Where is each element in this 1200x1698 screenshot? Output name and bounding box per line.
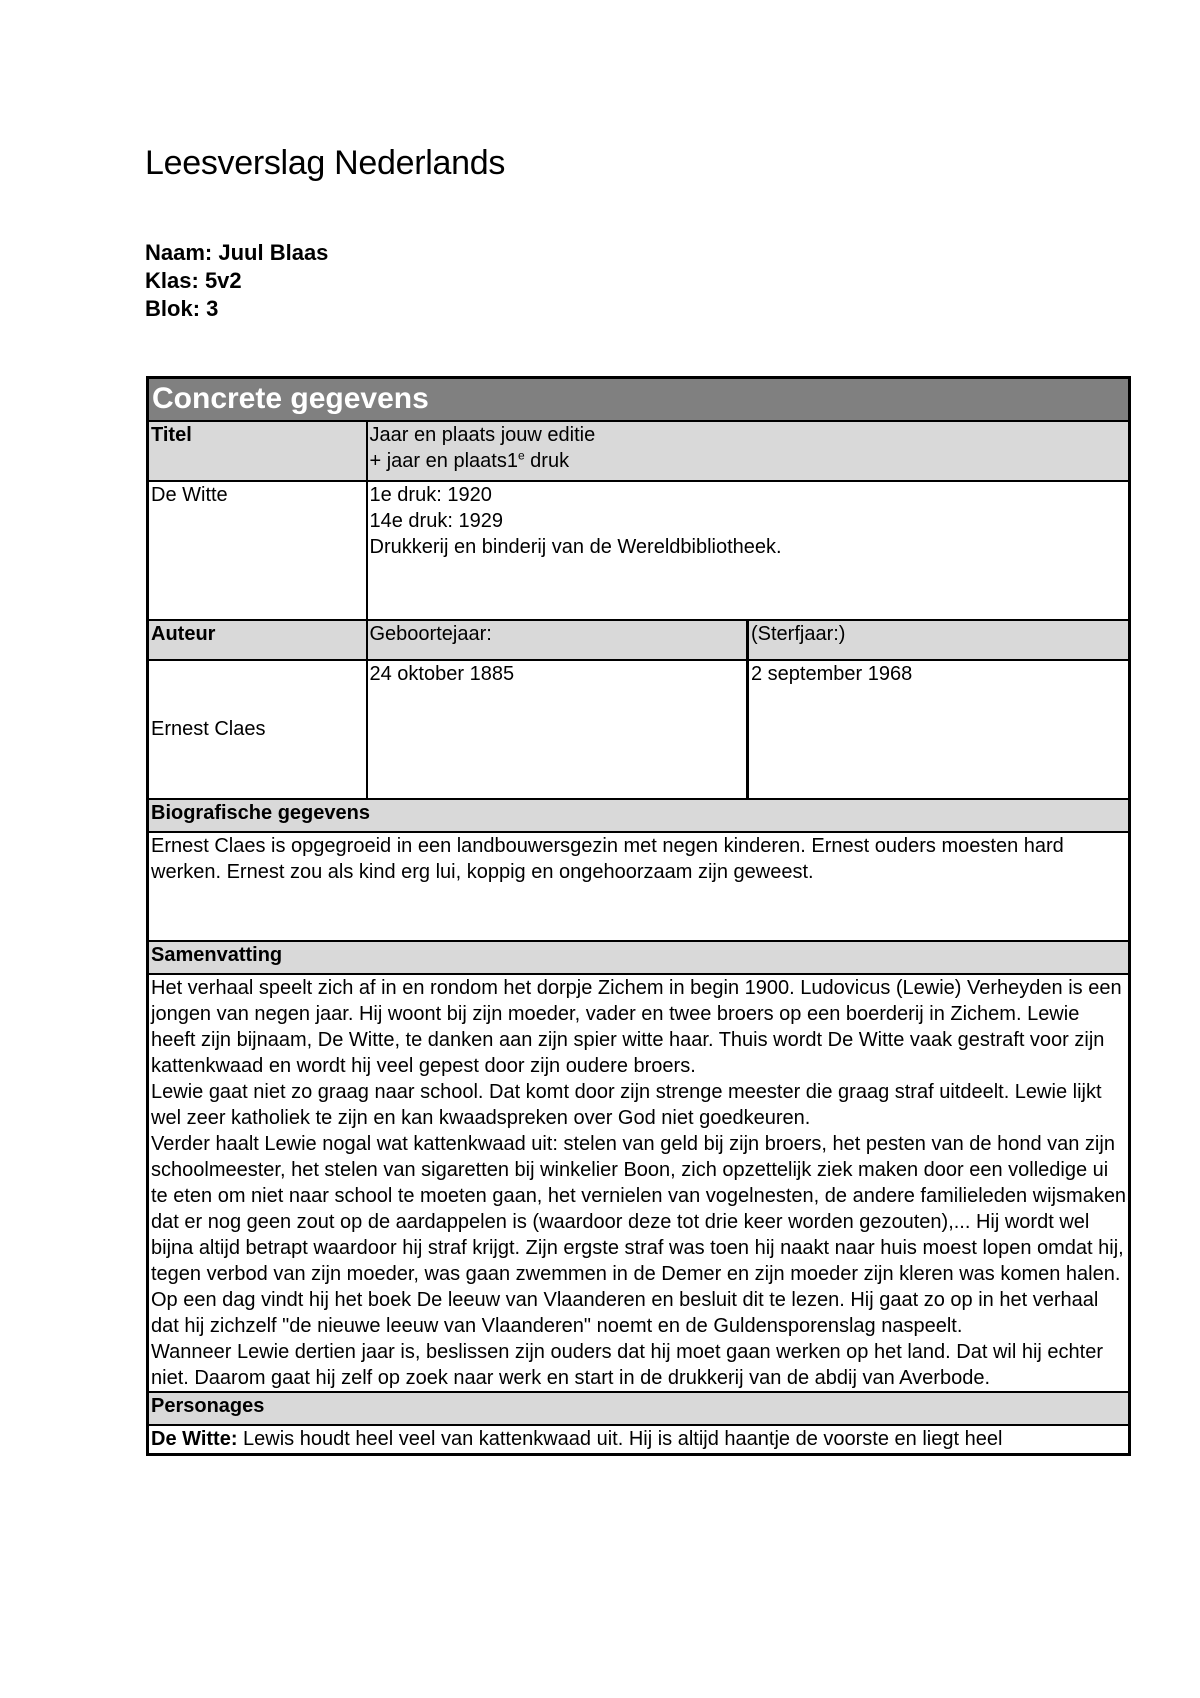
- samenvatting-value-row: [148, 974, 1130, 1392]
- page-title: Leesverslag Nederlands: [145, 144, 506, 182]
- samenvatting-paragraph: Wanneer Lewie dertien jaar is, beslissen zijn ouders dat hij moet gaan werken op het land. Dat wil hij echter niet. Daarom gaat hij zelf op zoek naar werk en start in de drukkerij van de abdij van Averbode.: [151, 1340, 1103, 1389]
- meta-blok: Blok: 3: [145, 296, 219, 321]
- samenvatting-label: Samenvatting: [148, 941, 1130, 974]
- biografie-header-row: [148, 799, 1130, 832]
- biografie-value-row: [148, 832, 1130, 941]
- birth-label: Geboortejaar:: [367, 620, 748, 660]
- student-info: [145, 239, 328, 323]
- death-date: 2 september 1968: [748, 660, 1130, 799]
- samenvatting-paragraph: Verder haalt Lewie nogal wat kattenkwaad uit: stelen van geld bij zijn broers, het pesten van de hond van zijn schoolmeester, het stelen van sigaretten bij winkelier Boon, zich opzettelijk ziek maken door een volledige ui te eten om niet naar school te moeten gaan, het vernielen van vogelnesten, de andere familieleden wijsmaken dat er nog geen zout op de aardappelen is (waardoor deze tot drie keer worden gezouten),... Hij wordt wel bijna altijd betrapt waardoor hij straf krijgt. Zijn ergste straf was toen hij naakt naar huis moest lopen omdat hij, tegen verbod van zijn moeder, was gaan zwemmen in de Demer en zijn moeder zijn kleren was komen halen.: [151, 1132, 1127, 1285]
- meta-naam: Naam: Juul Blaas: [145, 240, 329, 265]
- personage-name: De Witte:: [151, 1427, 238, 1450]
- edition-header: Jaar en plaats jouw editie + jaar en plaats1e druk: [367, 421, 1130, 481]
- titel-header-row: [148, 421, 1130, 481]
- author-name: Ernest Claes: [148, 660, 367, 799]
- samenvatting-paragraph: Het verhaal speelt zich af in en rondom het dorpje Zichem in begin 1900. Ludovicus (Lewie) Verheyden is een jongen van negen jaar. Hij woont bij zijn moeder, vader en twee broers op een boerderij in Zichem. Lewie heeft zijn bijnaam, De Witte, te danken aan zijn spier witte haar. Thuis wordt De Witte vaak gestraft voor zijn kattenkwaad en wordt hij veel gepest door zijn oudere broers.: [151, 976, 1122, 1077]
- personages-header-row: [148, 1392, 1130, 1425]
- samenvatting-paragraph: Op een dag vindt hij het boek De leeuw van Vlaanderen en besluit dit te lezen. Hij gaat zo op in het verhaal dat hij zichzelf "de nieuwe leeuw van Vlaanderen" noemt en de Guldensporenslag naspeelt.: [151, 1288, 1099, 1337]
- biografie-label: Biografische gegevens: [148, 799, 1130, 832]
- personage-entry: [148, 1425, 1130, 1455]
- report-table: [146, 376, 1131, 1456]
- samenvatting-text: [148, 974, 1130, 1392]
- meta-klas: Klas: 5v2: [145, 268, 242, 293]
- samenvatting-paragraph: Lewie gaat niet zo graag naar school. Dat komt door zijn strenge meester die graag straf uitdeelt. Lewie lijkt wel zeer katholiek te zijn en kan kwaadspreken over God niet goedkeuren.: [151, 1080, 1102, 1129]
- birth-date: 24 oktober 1885: [367, 660, 748, 799]
- titel-label: Titel: [148, 421, 367, 481]
- auteur-label: Auteur: [148, 620, 367, 660]
- samenvatting-header-row: [148, 941, 1130, 974]
- titel-value-row: [148, 481, 1130, 620]
- personage-description: Lewis houdt heel veel van kattenkwaad uit. Hij is altijd haantje de voorste en liegt heel: [237, 1427, 1003, 1450]
- book-title: De Witte: [148, 481, 367, 620]
- biografie-text: Ernest Claes is opgegroeid in een landbouwersgezin met negen kinderen. Ernest ouders moesten hard werken. Ernest zou als kind erg lui, koppig en ongehoorzaam zijn geweest.: [148, 832, 1130, 941]
- section-header-row: [148, 378, 1130, 421]
- section-title: Concrete gegevens: [148, 378, 1130, 421]
- auteur-header-row: [148, 620, 1130, 660]
- auteur-value-row: [148, 660, 1130, 799]
- personages-value-row: [148, 1425, 1130, 1455]
- personages-label: Personages: [148, 1392, 1130, 1425]
- death-label: (Sterfjaar:): [748, 620, 1130, 660]
- edition-info: 1e druk: 1920 14e druk: 1929 Drukkerij en binderij van de Wereldbibliotheek.: [367, 481, 1130, 620]
